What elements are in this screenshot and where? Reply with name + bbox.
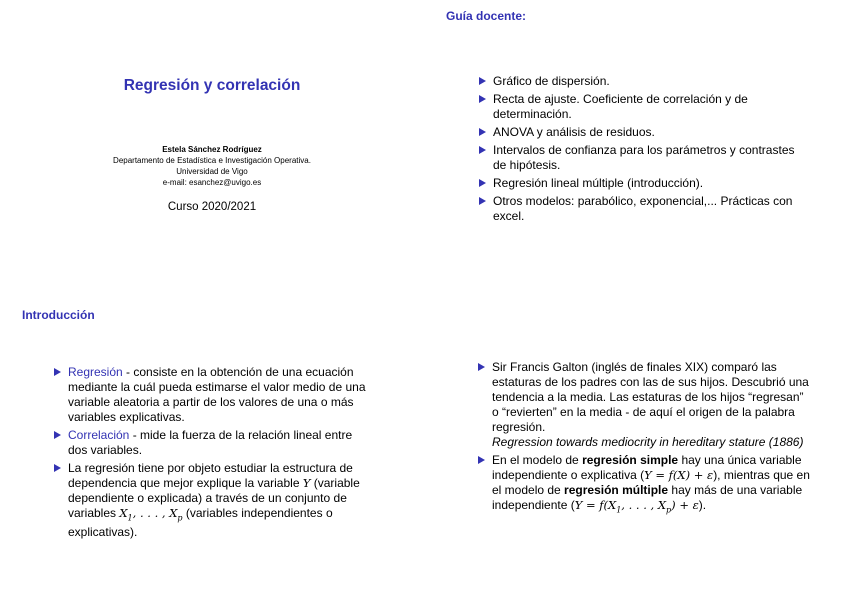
triangle-bullet-icon	[478, 456, 485, 464]
frame-title: Introducción	[22, 308, 95, 322]
intro-list	[54, 365, 370, 543]
triangle-bullet-icon	[479, 128, 486, 136]
author-name: Estela Sánchez Rodríguez	[162, 145, 262, 154]
triangle-bullet-icon	[479, 95, 486, 103]
variables-formula: $X_1$, . . . , $X_p$	[119, 506, 183, 523]
list-item: Recta de ajuste. Coeficiente de correlación y de determinación.	[479, 92, 809, 122]
frame-title: Guía docente:	[446, 9, 527, 23]
presentation-title: Regresión y correlación	[123, 77, 301, 94]
syllabus-list	[479, 74, 809, 227]
introduction-slide	[0, 300, 424, 600]
keyword-regresion: Regresión	[68, 365, 123, 379]
list-item: Regresión lineal múltiple (introducción).	[479, 176, 809, 191]
triangle-bullet-icon	[478, 363, 485, 371]
triangle-bullet-icon	[54, 368, 61, 376]
list-item: La regresión tiene por objeto estudiar la estructura de dependencia que mejor explique la variable Y (variable dependiente o explicada) a través de un conjunto de variables $X_1$, . . . , $X_p$ (variables independientes o explicativas).	[54, 461, 370, 540]
triangle-bullet-icon	[479, 197, 486, 205]
author-department: Departamento de Estadística e Investigación Operativa.	[113, 156, 311, 165]
keyword-correlacion: Correlación	[68, 428, 130, 442]
triangle-bullet-icon	[54, 431, 61, 439]
multiple-model-formula: $Y = f(X_1$, . . . , $X_p) + \varepsilon$	[574, 498, 699, 515]
triangle-bullet-icon	[479, 77, 486, 85]
list-item: Sir Francis Galton (inglés de finales XIX) comparó las estaturas de los padres con las de sus hijos. Descubrió una tendencia a la media. Las estaturas de los hijos “regresan” o “revierten” en la media - de aquí el origen de la palabra regresión. Regression towards mediocrity in hereditary stature (1886)	[478, 360, 812, 450]
triangle-bullet-icon	[479, 146, 486, 154]
list-item: En el modelo de regresión simple hay una única variable independiente o explicativa (Y = f(X) + ε), mientras que en el modelo de regresión múltiple hay más de una variable independiente ($Y = f(X_1$, . . . , $X_p) + \varepsilon$).	[478, 453, 812, 517]
list-item: ANOVA y análisis de residuos.	[479, 125, 809, 140]
title-slide	[0, 0, 424, 300]
list-item: Otros modelos: parabólico, exponencial,... Prácticas con excel.	[479, 194, 809, 224]
simple-model-formula: Y = f(X) + ε	[644, 468, 714, 482]
galton-quote: Regression towards mediocrity in hereditary stature (1886)	[492, 435, 804, 449]
list-item: Intervalos de confianza para los parámetros y contrastes de hipótesis.	[479, 143, 809, 173]
triangle-bullet-icon	[479, 179, 486, 187]
author-email: e-mail: esanchez@uvigo.es	[162, 178, 262, 187]
author-university: Universidad de Vigo	[176, 167, 248, 176]
course-year: Curso 2020/2021	[167, 201, 257, 213]
triangle-bullet-icon	[54, 464, 61, 472]
models-list	[478, 360, 812, 520]
list-item: Regresión - consiste en la obtención de una ecuación mediante la cuál pueda estimarse el valor medio de una variable aleatoria a partir de los valores de una o más variables explicativas.	[54, 365, 370, 425]
list-item: Gráfico de dispersión.	[479, 74, 809, 89]
regression-models-slide	[424, 300, 848, 600]
author-block	[0, 144, 424, 188]
syllabus-slide	[424, 0, 848, 300]
list-item: Correlación - mide la fuerza de la relación lineal entre dos variables.	[54, 428, 370, 458]
